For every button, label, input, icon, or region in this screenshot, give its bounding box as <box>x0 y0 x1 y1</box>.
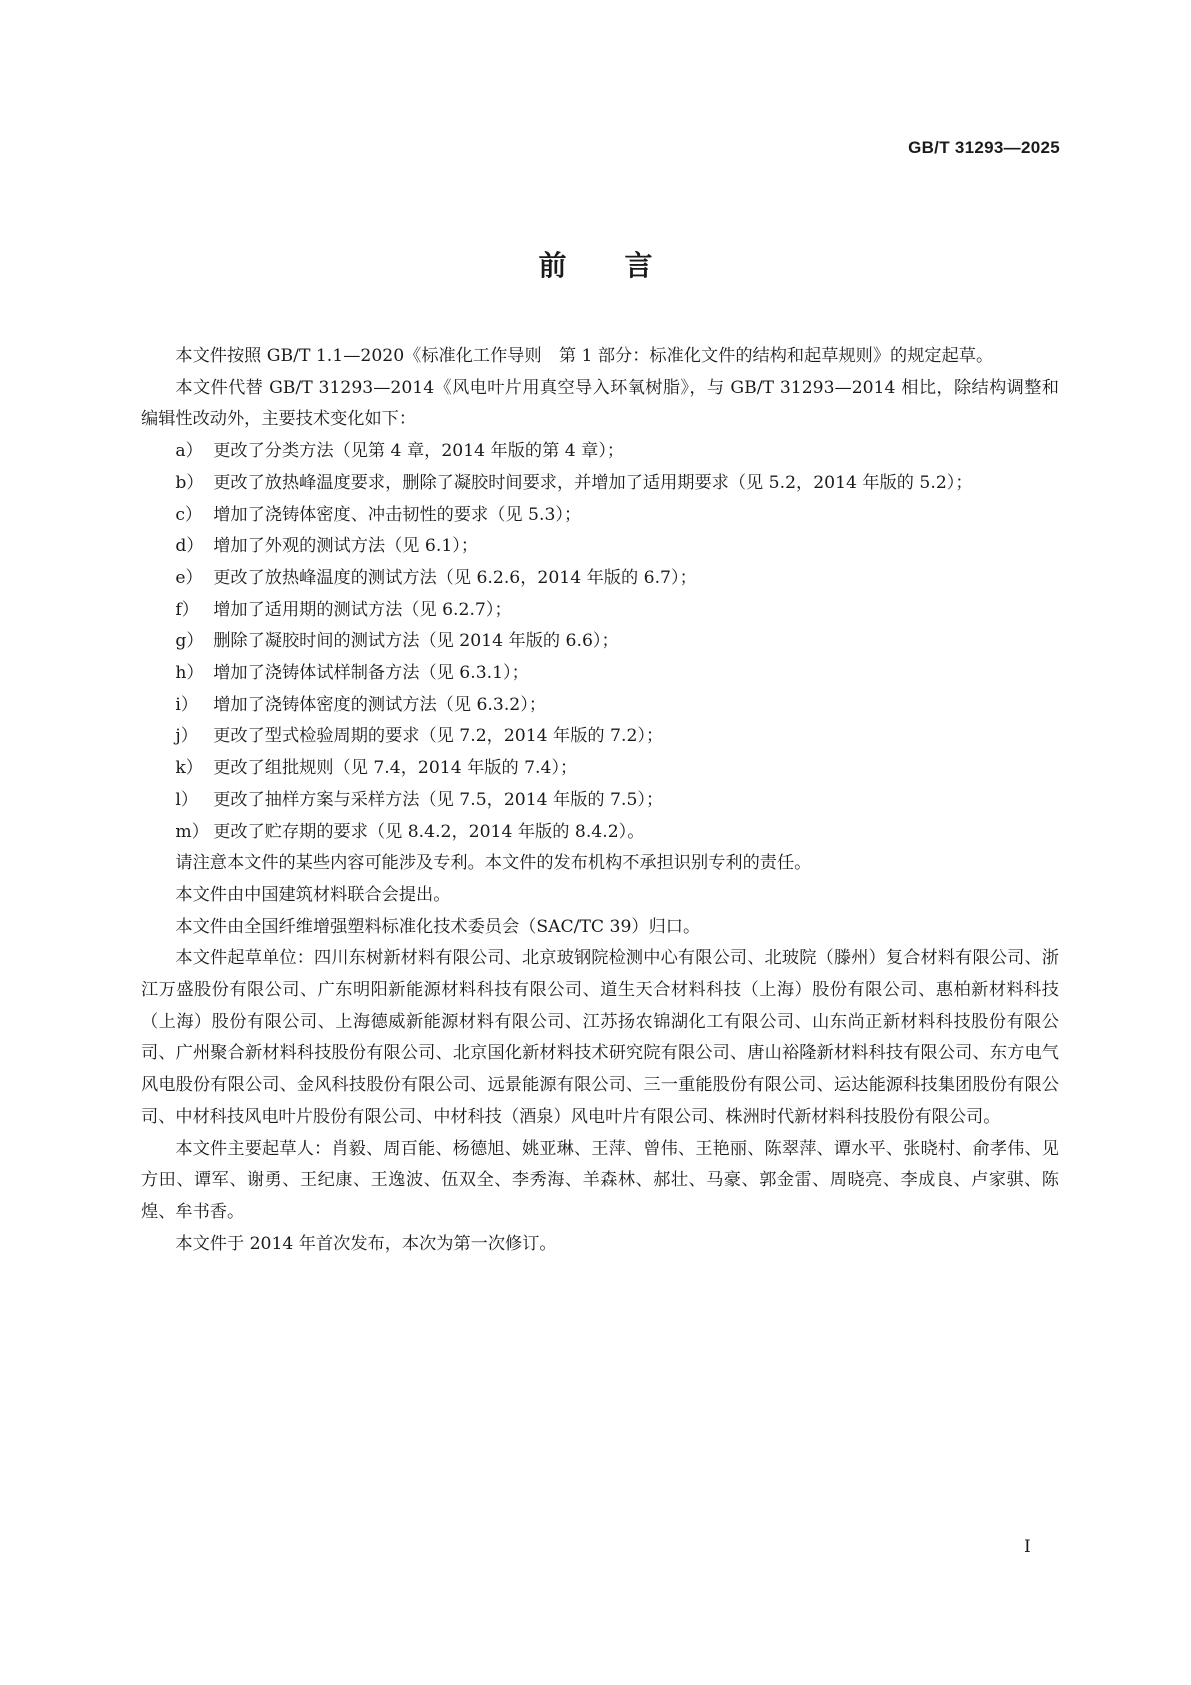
change-item-k <box>141 753 1059 785</box>
change-marker: b） <box>175 472 204 493</box>
standard-code: GB/T 31293—2025 <box>908 138 1060 157</box>
change-marker: i） <box>175 694 199 715</box>
change-text: 更改了抽样方案与采样方法（见 7.5，2014 年版的 7.5）； <box>213 789 664 810</box>
change-marker: f） <box>175 599 199 620</box>
paragraph-proposed-by: 本文件由中国建筑材料联合会提出。 <box>175 884 451 905</box>
paragraph-replaces: 本文件代替 GB/T 31293—2014《风电叶片用真空导入环氧树脂》，与 GB/T 31293—2014 相比，除结构调整和编辑性改动外，主要技术变化如下： <box>141 377 1059 430</box>
change-text: 更改了型式检验周期的要求（见 7.2，2014 年版的 7.2）； <box>213 726 664 747</box>
title-char-1: 前 <box>538 249 567 282</box>
change-text: 增加了浇铸体密度、冲击韧性的要求（见 5.3）； <box>213 504 582 525</box>
change-item-i <box>141 690 1059 722</box>
change-text: 更改了贮存期的要求（见 8.4.2，2014 年版的 8.4.2）。 <box>213 821 645 842</box>
title-char-2: 言 <box>624 249 653 282</box>
change-text: 更改了放热峰温度的测试方法（见 6.2.6，2014 年版的 6.7）； <box>213 567 697 588</box>
paragraph-drafting-rules: 本文件按照 GB/T 1.1—2020《标准化工作导则 第 1 部分：标准化文件的结构和起草规则》的规定起草。 <box>175 346 994 366</box>
paragraph-under-jurisdiction: 本文件由全国纤维增强塑料标准化技术委员会（SAC/TC 39）归口。 <box>175 916 701 937</box>
change-item-b <box>141 468 1059 500</box>
change-text: 增加了浇铸体试样制备方法（见 6.3.1）； <box>213 663 529 684</box>
change-marker: g） <box>175 631 204 652</box>
paragraph-drafters: 本文件主要起草人：肖毅、周百能、杨德旭、姚亚琳、王萍、曾伟、王艳丽、陈翠萍、谭水平、张晓村、俞孝伟、见方田、谭军、谢勇、王纪康、王逸波、伍双全、李秀海、羊森林、郝壮、马豪、郭金雷、周晓亮、李成良、卢家骐、陈煌、牟书香。 <box>141 1138 1059 1222</box>
change-item-l <box>141 785 1059 817</box>
change-item-g <box>141 626 1059 658</box>
change-marker: m） <box>175 821 209 842</box>
foreword-body <box>141 341 1059 1260</box>
change-text: 更改了组批规则（见 7.4，2014 年版的 7.4）； <box>213 758 578 779</box>
change-text: 增加了适用期的测试方法（见 6.2.7）； <box>213 599 512 620</box>
change-item-e <box>141 563 1059 595</box>
change-item-c <box>141 500 1059 532</box>
change-text: 更改了放热峰温度要求，删除了凝胶时间要求，并增加了适用期要求（见 5.2，2014 年版的 5.2）； <box>213 472 973 493</box>
change-text: 更改了分类方法（见第 4 章，2014 年版的第 4 章）； <box>213 441 625 462</box>
change-item-f <box>141 595 1059 627</box>
change-item-j <box>141 721 1059 753</box>
paragraph-patent-notice: 请注意本文件的某些内容可能涉及专利。本文件的发布机构不承担识别专利的责任。 <box>175 853 812 874</box>
change-text: 增加了浇铸体密度的测试方法（见 6.3.2）； <box>213 694 547 715</box>
page-title <box>0 244 1191 284</box>
change-item-m <box>141 817 1059 849</box>
change-item-d <box>141 531 1059 563</box>
change-marker: j） <box>175 726 198 747</box>
change-text: 增加了外观的测试方法（见 6.1）； <box>213 536 479 557</box>
change-text: 删除了凝胶时间的测试方法（见 2014 年版的 6.6）； <box>213 631 619 652</box>
change-marker: a） <box>175 441 203 462</box>
page-number: I <box>1024 1537 1031 1557</box>
paragraph-publication-history: 本文件于 2014 年首次发布，本次为第一次修订。 <box>175 1233 557 1254</box>
change-marker: l） <box>175 789 199 810</box>
change-item-h <box>141 658 1059 690</box>
change-marker: c） <box>175 504 203 525</box>
change-marker: k） <box>175 758 203 779</box>
paragraph-drafting-organizations: 本文件起草单位：四川东树新材料有限公司、北京玻钢院检测中心有限公司、北玻院（滕州）复合材料有限公司、浙江万盛股份有限公司、广东明阳新能源材料科技有限公司、道生天合材料科技（上海）股份有限公司、惠柏新材料科技（上海）股份有限公司、上海德威新能源材料有限公司、江苏扬农锦湖化工有限公司、山东尚正新材料科技股份有限公司、广州聚合新材料科技股份有限公司、北京国化新材料技术研究院有限公司、唐山裕隆新材料科技有限公司、东方电气风电股份有限公司、金风科技股份有限公司、远景能源有限公司、三一重能股份有限公司、运达能源科技集团股份有限公司、中材科技风电叶片股份有限公司、中材科技（酒泉）风电叶片有限公司、株洲时代新材料科技股份有限公司。 <box>141 948 1059 1127</box>
change-marker: d） <box>175 536 204 557</box>
change-marker: e） <box>175 567 203 588</box>
change-item-a <box>141 436 1059 468</box>
change-marker: h） <box>175 663 204 684</box>
